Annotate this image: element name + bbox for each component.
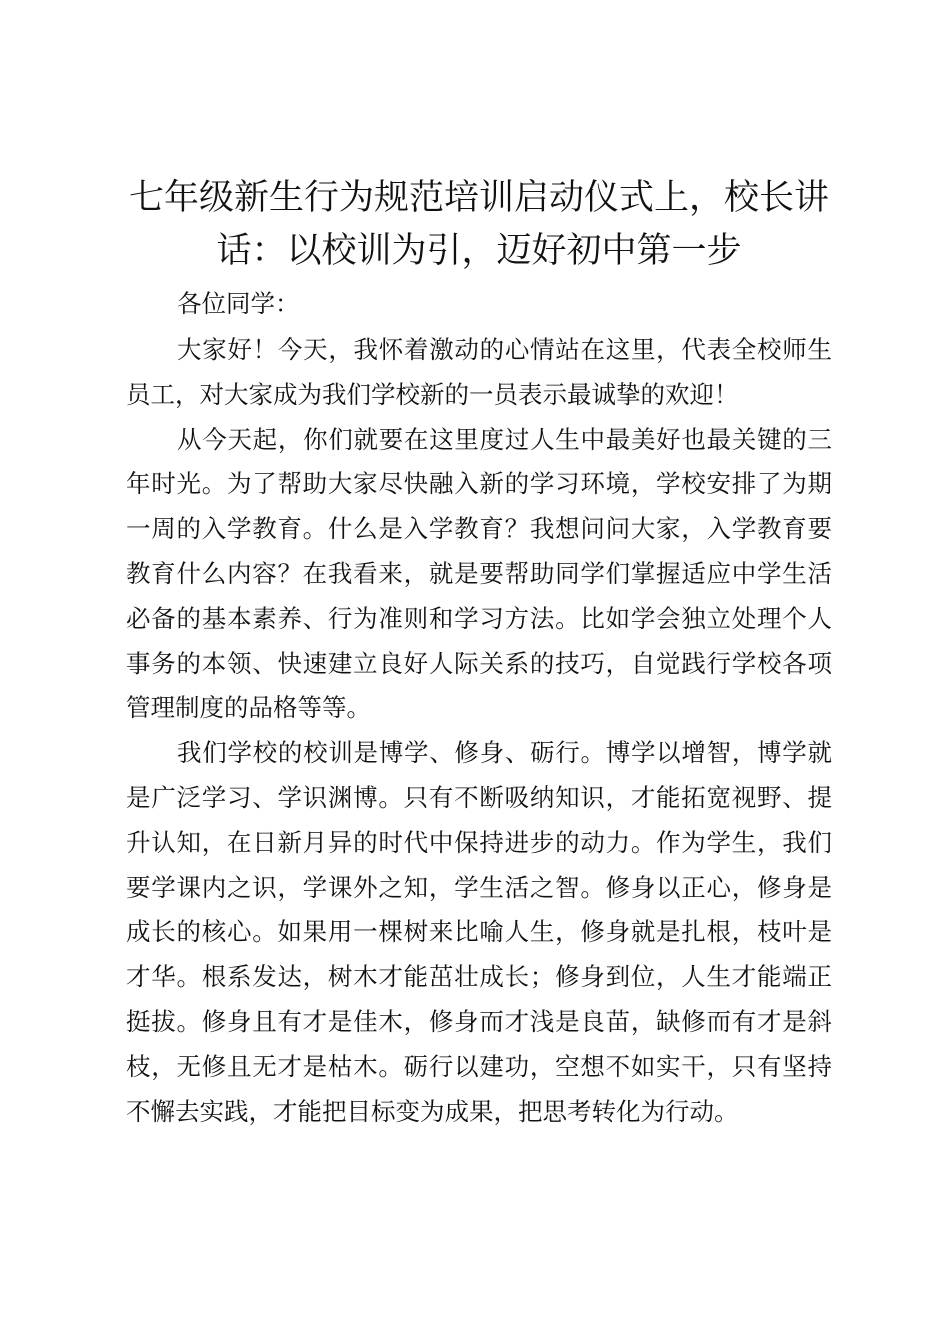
document-body	[126, 280, 832, 1134]
paragraph-school-motto: 我们学校的校训是博学、修身、砺行。博学以增智，博学就是广泛学习、学识渊博。只有不断吸纳知识，才能拓宽视野、提升认知，在日新月异的时代中保持进步的动力。作为学生，我们要学课内之识，学课外之知，学生活之智。修身以正心，修身是成长的核心。如果用一棵树来比喻人生，修身就是扎根，枝叶是才华。根系发达，树木才能茁壮成长；修身到位，人生才能端正挺拔。修身且有才是佳木，修身而才浅是良苗，缺修而有才是斜枝，无修且无才是枯木。砺行以建功，空想不如实干，只有坚持不懈去实践，才能把目标变为成果，把思考转化为行动。	[126, 738, 832, 1126]
document-title	[126, 172, 832, 278]
salutation: 各位同学：	[177, 289, 300, 318]
title-line-1: 七年级新生行为规范培训启动仪式上，校长讲	[128, 178, 829, 218]
paragraph-welcome: 大家好！今天，我怀着激动的心情站在这里，代表全校师生员工，对大家成为我们学校新的一员表示最诚挚的欢迎！	[126, 335, 832, 409]
title-line-2: 话：以校训为引，迈好初中第一步	[216, 231, 742, 271]
paragraph-orientation: 从今天起，你们就要在这里度过人生中最美好也最关键的三年时光。为了帮助大家尽快融入新的学习环境，学校安排了为期一周的入学教育。什么是入学教育？我想问问大家，入学教育要教育什么内容？在我看来，就是要帮助同学们掌握适应中学生活必备的基本素养、行为准则和学习方法。比如学会独立处理个人事务的本领、快速建立良好人际关系的技巧，自觉践行学校各项管理制度的品格等等。	[126, 424, 832, 723]
document-page	[126, 172, 832, 1134]
